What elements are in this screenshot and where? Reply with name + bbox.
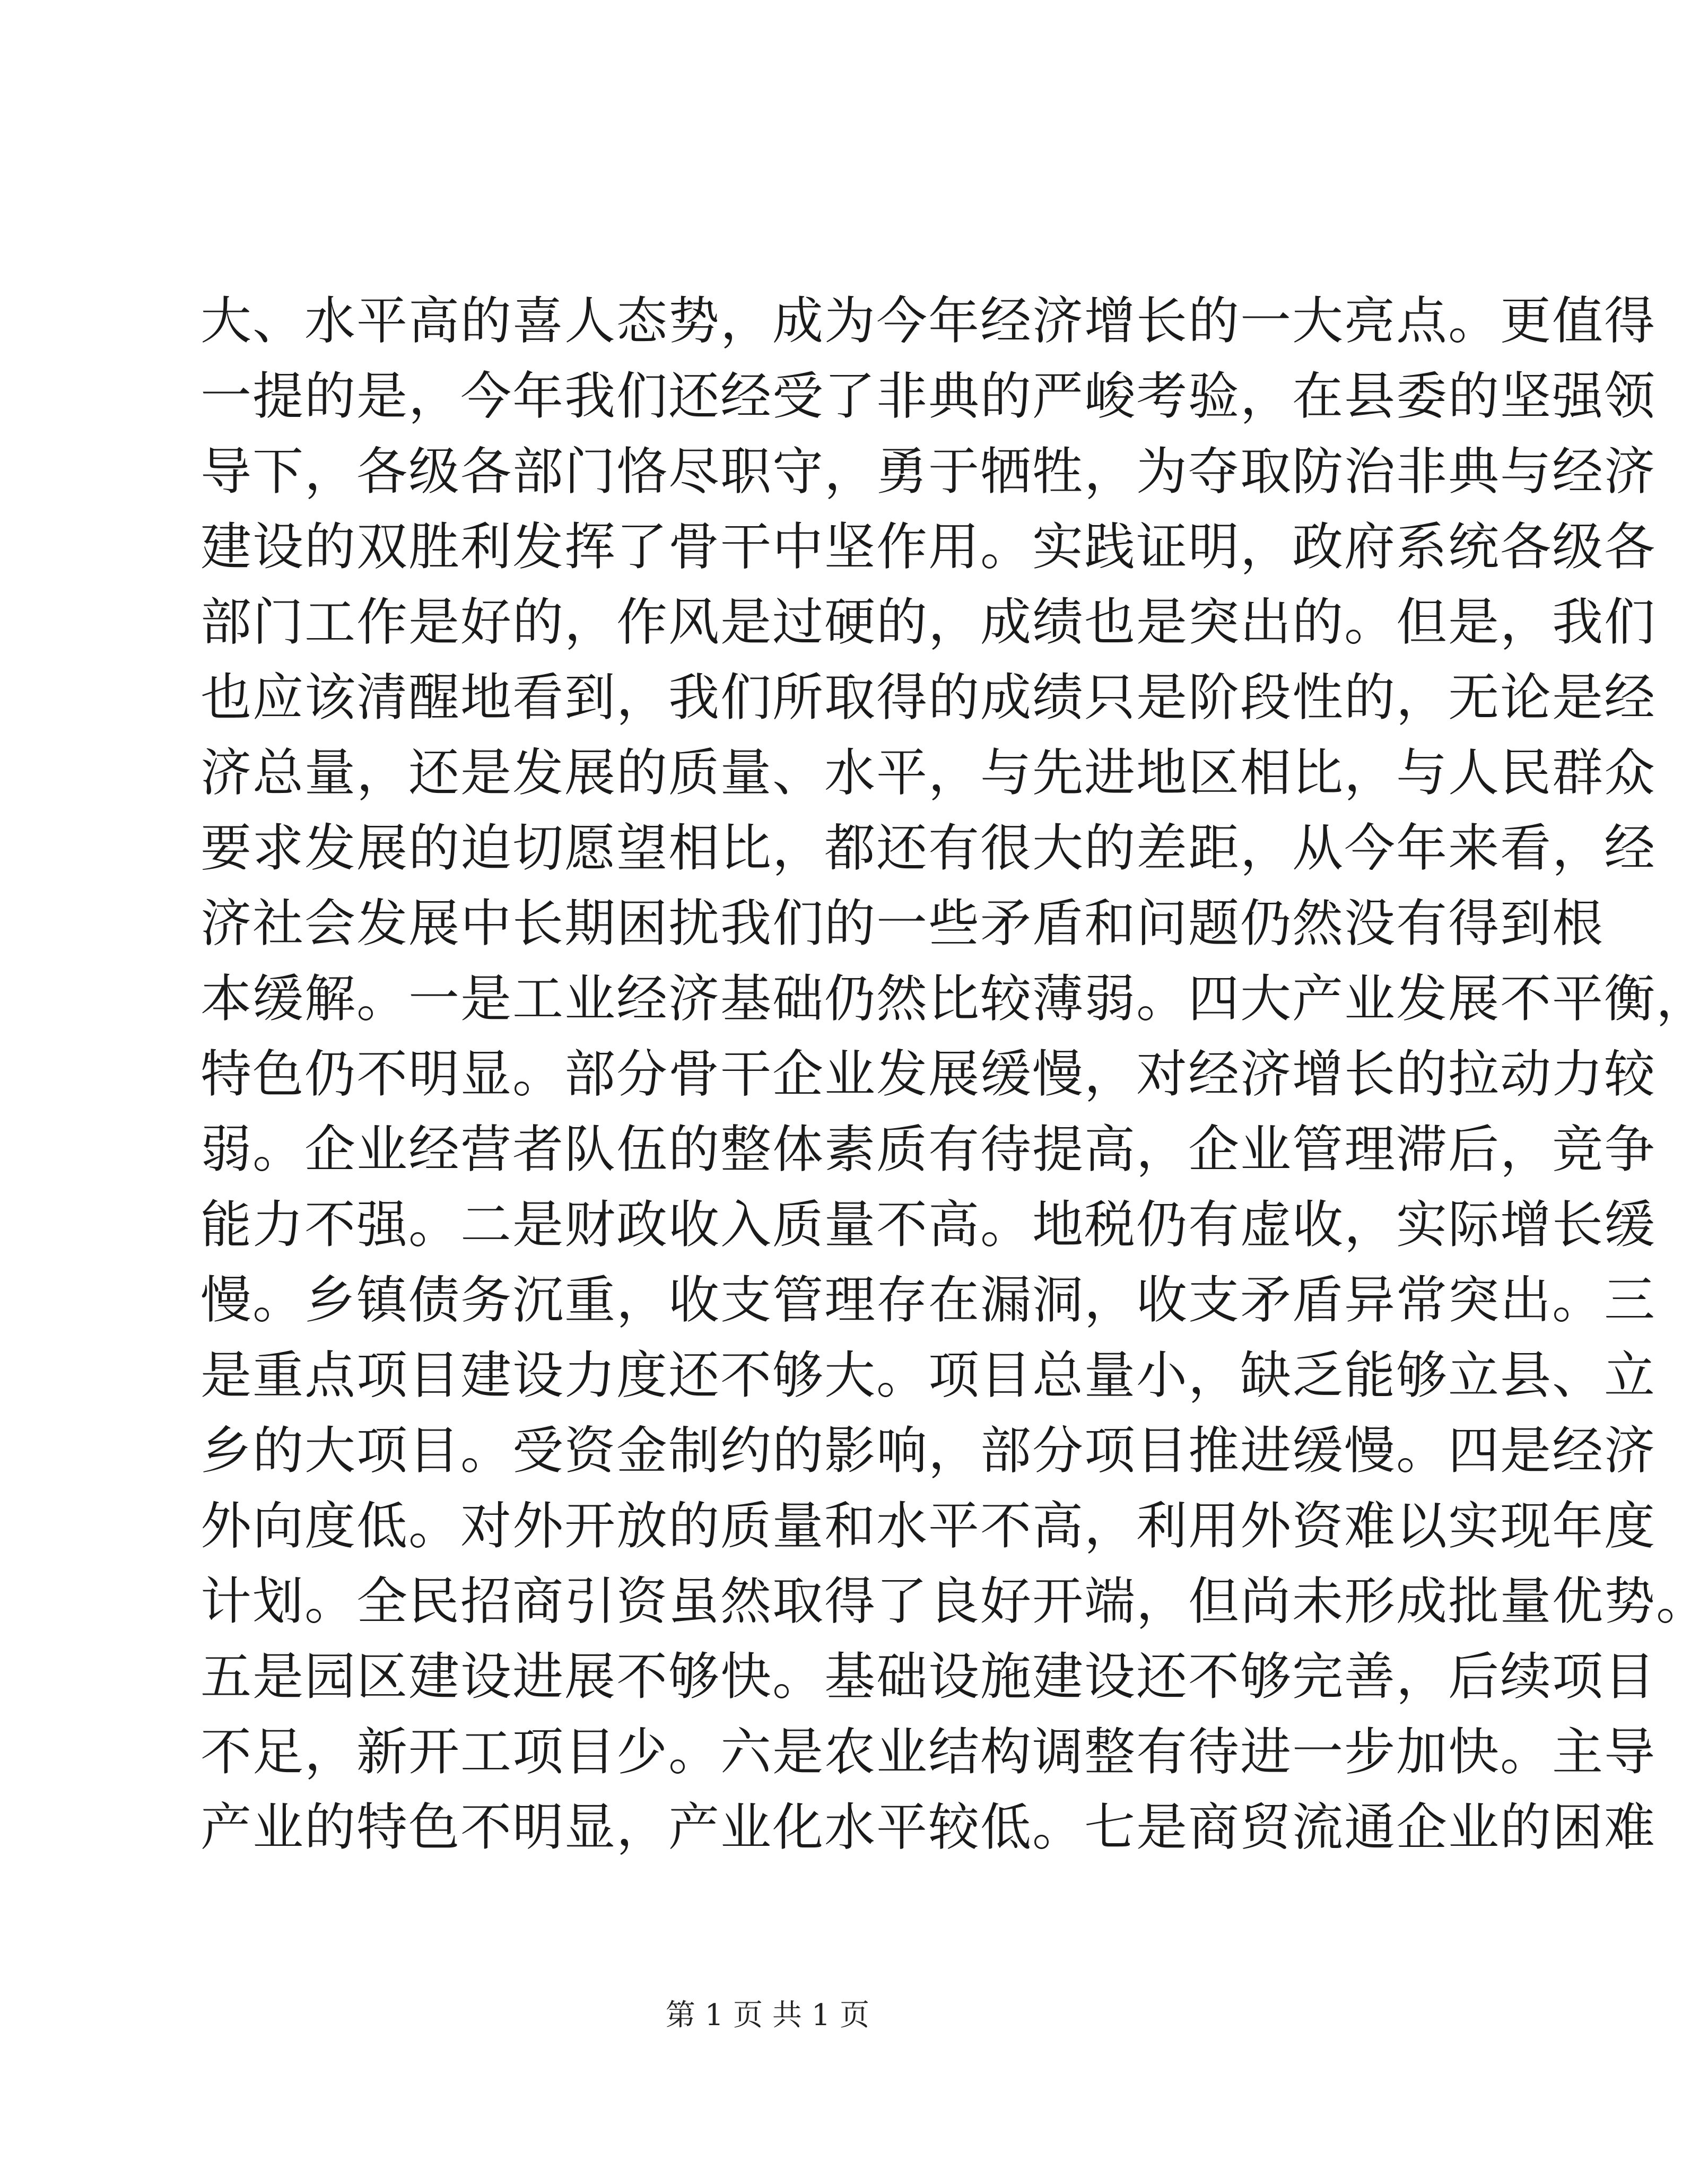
text-line: 济总量，还是发展的质量、水平，与先进地区相比，与人民群众 (201, 743, 1656, 803)
page-footer: 第 1 页 共 1 页 (665, 1998, 870, 2033)
text-line: 弱。企业经营者队伍的整体素质有待提高，企业管理滞后，竞争 (201, 1120, 1656, 1179)
text-line: 不足，新开工项目少。六是农业结构调整有待进一步加快。主导 (201, 1722, 1656, 1782)
body-text (201, 283, 1708, 1865)
text-line: 乡的大项目。受资金制约的影响，部分项目推进缓慢。四是经济 (201, 1421, 1656, 1480)
text-line: 一提的是，今年我们还经受了非典的严峻考验，在县委的坚强领 (201, 367, 1656, 426)
text-line: 计划。全民招商引资虽然取得了良好开端，但尚未形成批量优势。 (201, 1572, 1708, 1631)
text-line: 能力不强。二是财政收入质量不高。地税仍有虚收，实际增长缓 (201, 1195, 1656, 1254)
text-line: 外向度低。对外开放的质量和水平不高，利用外资难以实现年度 (201, 1496, 1656, 1556)
text-line: 导下，各级各部门恪尽职守，勇于牺牲，为夺取防治非典与经济 (201, 442, 1656, 501)
text-line: 本缓解。一是工业经济基础仍然比较薄弱。四大产业发展不平衡， (201, 969, 1708, 1028)
text-line: 产业的特色不明显，产业化水平较低。七是商贸流通企业的困难 (201, 1798, 1656, 1857)
text-line: 济社会发展中长期困扰我们的一些矛盾和问题仍然没有得到根 (201, 894, 1604, 953)
text-line: 五是园区建设进展不够快。基础设施建设还不够完善，后续项目 (201, 1647, 1656, 1706)
text-line: 大、水平高的喜人态势，成为今年经济增长的一大亮点。更值得 (201, 291, 1656, 351)
text-line: 建设的双胜利发挥了骨干中坚作用。实践证明，政府系统各级各 (201, 517, 1656, 577)
text-line: 慢。乡镇债务沉重，收支管理存在漏洞，收支矛盾异常突出。三 (201, 1270, 1656, 1330)
text-line: 要求发展的迫切愿望相比，都还有很大的差距，从今年来看，经 (201, 818, 1656, 878)
text-line: 是重点项目建设力度还不够大。项目总量小，缺乏能够立县、立 (201, 1346, 1656, 1405)
text-line: 特色仍不明显。部分骨干企业发展缓慢，对经济增长的拉动力较 (201, 1044, 1656, 1104)
text-line: 也应该清醒地看到，我们所取得的成绩只是阶段性的，无论是经 (201, 668, 1656, 727)
text-line: 部门工作是好的，作风是过硬的，成绩也是突出的。但是，我们 (201, 592, 1656, 652)
